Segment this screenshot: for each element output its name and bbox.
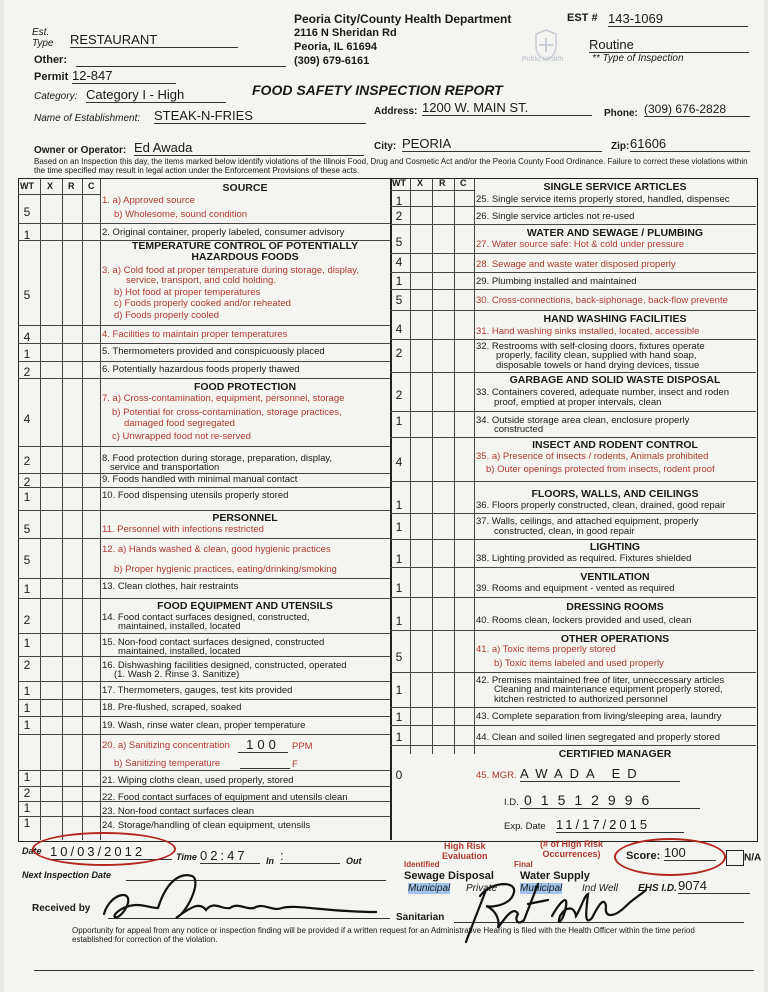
water-ind-well: Ind Well [582,883,618,894]
item-32-cont2: disposable towels or hand drying devices, tissue [496,360,700,371]
weight: 1 [23,770,31,784]
high-risk-occurrences-line2: Occurrences) [542,849,601,859]
weight: 1 [395,710,403,724]
inspection-type-value: Routine [589,37,749,53]
item-19: 19. Wash, rinse water clean, proper temperature [102,720,306,731]
item-30: 30. Cross-connections, back-siphonage, back-flow prevente [476,295,728,306]
item-24: 24. Storage/handling of clean equipment, utensils [102,820,311,831]
na-checkbox[interactable] [726,850,761,866]
est-number-label: EST # [567,12,598,24]
permit-value: 12-847 [72,68,176,84]
sanitizing-temperature-line [240,768,290,769]
item-26: 26. Single service articles not re-used [476,211,635,222]
inspection-type-label: ** Type of Inspection [592,53,684,64]
section-certified-manager: CERTIFIED MANAGER [558,748,672,760]
item-38: 38. Lighting provided as required. Fixtures shielded [476,553,692,564]
report-title: FOOD SAFETY INSPECTION REPORT [252,82,503,98]
item-27: 27. Water source safe: Hot & cold under pressure [476,239,685,250]
weight: 5 [395,293,403,307]
weight: 1 [23,701,31,715]
city-label: City: [374,141,397,152]
water-municipal-highlight: Municipal [520,883,563,894]
item-14-cont: maintained, installed, located [118,621,241,632]
item-42-cont2: kitchen restricted to authorized personnel [494,694,668,705]
item-43: 43. Complete separation from living/sleeping area, laundry [476,711,722,722]
weight: 4 [23,412,31,426]
next-inspection-label: Next Inspection Date [22,870,112,880]
weight: 2 [23,365,31,379]
item-7b: b) Potential for cross-contamination, storage practices, [112,407,342,418]
section-single-service: SINGLE SERVICE ARTICLES [543,181,687,193]
item-35b: b) Outer openings protected from insects, rodent proof [486,464,715,475]
item-42-cont: Cleaning and maintenance equipment properly stored, [494,684,723,695]
weight: 1 [23,347,31,361]
item-20b: b) Sanitizing temperature [114,758,221,769]
na-label: N/A [744,852,762,864]
in-label: In [266,856,274,866]
section-other-operations: OTHER OPERATIONS [560,633,670,645]
weight: 1 [23,801,31,815]
date-circle [32,832,176,866]
section-insect-rodent: INSECT AND RODENT CONTROL [532,439,698,451]
sanitizing-concentration-value: 100 [238,737,288,753]
item-15: 15. Non-food contact surfaces designed, constructed [102,637,325,648]
owner-label: Owner or Operator: [34,145,127,156]
item-10: 10. Food dispensing utensils properly stored [102,490,289,501]
weight: 2 [395,346,403,360]
weight: 5 [23,522,31,536]
item-3d: d) Foods properly cooled [114,310,220,321]
item-3c: c) Foods properly cooked and/or reheated [114,298,291,309]
department-phone: (309) 679-6161 [294,55,370,67]
high-risk-occurrences [540,839,603,859]
item-32-cont: properly, facility clean, supplied with hand soap, [496,350,697,361]
inspection-form [4,0,764,992]
sewage-municipal-highlight: Municipal [408,883,451,894]
est-type-value: RESTAURANT [70,32,238,48]
item-29: 29. Plumbing installed and maintained [476,276,637,287]
establishment-label: Name of Establishment: [34,113,141,124]
weight: 2 [23,454,31,468]
item-45-label: 45. MGR. [476,770,517,781]
weight: 1 [23,582,31,596]
item-20a: 20. a) Sanitizing concentration [102,740,230,751]
high-risk-evaluation [442,841,488,861]
sewage-private: Private [466,883,498,894]
item-16-cont: (1. Wash 2. Rinse 3. Sanitize) [114,669,240,680]
section-water-sewage: WATER AND SEWAGE / PLUMBING [526,227,704,239]
weight: 1 [395,552,403,566]
weight: 1 [23,718,31,732]
owner-value: Ed Awada [134,140,364,156]
item-21: 21. Wiping cloths clean, used properly, stored [102,775,294,786]
weight: 2 [23,658,31,672]
weight: 2 [23,613,31,627]
col-wt-left: WT [20,181,34,191]
ehs-id-value: 9074 [678,878,750,894]
score-value: 100 [664,845,716,861]
identified-label: Identified [404,860,440,869]
exp-date-label: Exp. Date [504,821,546,832]
score-label: Score: [626,850,661,862]
item-7b-cont: damaged food segregated [124,418,235,429]
zip-value: 61606 [630,136,750,152]
est-number-value: 143-1069 [608,11,748,27]
item-44: 44. Clean and soiled linen segregated and properly stored [476,732,720,743]
other-label: Other: [34,54,67,66]
item-17: 17. Thermometers, gauges, test kits provided [102,685,293,696]
item-36: 36. Floors properly constructed, clean, drained, good repair [476,500,726,511]
time-label: Time [176,852,197,862]
weight: 2 [395,388,403,402]
weight: 5 [23,288,31,302]
section-temperature [100,241,390,263]
weight: 1 [23,490,31,504]
item-42: 42. Premises maintained free of liter, unneccessary articles [476,675,725,686]
received-by-label: Received by [32,903,91,914]
item-25: 25. Single service items properly stored, handled, dispensec [476,194,730,205]
section-garbage: GARBAGE AND SOLID WASTE DISPOSAL [509,374,721,386]
bottom-line [34,970,754,971]
section-dressing-rooms: DRESSING ROOMS [566,601,664,613]
section-source: SOURCE [222,182,268,194]
fahrenheit-unit: F [292,759,298,770]
item-8-cont: service and transportation [110,462,220,473]
item-18: 18. Pre-flushed, scraped, soaked [102,702,242,713]
item-13: 13. Clean clothes, hair restraints [102,581,239,592]
permit-label: Permit [34,71,69,83]
weight: 1 [395,274,403,288]
item-3b: b) Hot food at proper temperatures [114,287,261,298]
section-food-equipment: FOOD EQUIPMENT AND UTENSILS [157,600,333,612]
item-3a-cont: service, transport, and cold holding. [126,275,276,286]
time-in-value: 02:47 [200,848,260,864]
item-4: 4. Facilities to maintain proper temperatures [102,329,288,340]
item-37: 37. Walls, ceilings, and attached equipment, properly [476,516,699,527]
weight: 5 [23,205,31,219]
item-15-cont: maintained, installed, located [118,646,241,657]
est-type-label: Est. Type [32,27,54,49]
item-8: 8. Food protection during storage, preparation, display, [102,453,333,464]
item-11: 11. Personnel with infections restricted [102,524,264,535]
establishment-value: STEAK-N-FRIES [154,108,366,124]
weight: 5 [395,650,403,664]
item-32: 32. Restrooms with self-closing doors, fixtures operate [476,341,705,352]
zip-label: Zip: [611,141,630,152]
date-value: 10/03/2012 [50,844,172,860]
section-personnel: PERSONNEL [212,512,278,524]
item-7a: 7. a) Cross-contamination, equipment, personnel, storage [102,393,345,404]
col-wt-right: WT [392,178,406,188]
item-22: 22. Food contact surfaces of equipment and utensils clean [102,792,348,803]
public-health-logo [522,28,566,64]
date-label: Date [22,846,42,856]
item-3a: 3. a) Cold food at proper temperature during storage, display, [102,265,359,276]
weight: 1 [395,683,403,697]
item-14: 14. Food contact surfaces designed, constructed, [102,612,310,623]
item-34-cont: constructed [494,424,544,435]
weight: 2 [395,209,403,223]
exp-date-value: 11/17/2015 [556,817,684,833]
item-28: 28. Sewage and waste water disposed properly [476,259,676,270]
category-label: Category: [34,91,78,102]
appeal-notice: Opportunity for appeal from any notice or inspection finding will be provided if a written request for an Administrative Hearing is filed with the Health Officer within the time period established for correction of the violation. [72,926,695,944]
ppm-unit: PPM [292,741,313,752]
weight: 1 [23,684,31,698]
city-value: PEORIA [402,136,602,152]
weight: 1 [395,520,403,534]
weight: 4 [23,330,31,344]
manager-name-value: AWADA ED [520,766,680,782]
water-supply-label: Water Supply [520,870,590,882]
item-16: 16. Dishwashing facilities designed, constructed, operated [102,660,347,671]
phone-value: (309) 676-2828 [644,102,750,117]
weight: 1 [395,730,403,744]
department-city: Peoria, IL 61694 [294,41,377,53]
high-risk-occurrences-line1: (# of High Risk [540,839,604,849]
high-risk-evaluation-line1: High Risk [444,841,486,851]
weight: 5 [395,235,403,249]
section-hand-washing: HAND WASHING FACILITIES [543,313,687,325]
sewage-municipal [408,883,450,894]
high-risk-evaluation-line2: Evaluation [442,851,488,861]
sanitarian-label: Sanitarian [396,912,445,923]
weight: 1 [23,636,31,650]
item-1a: 1. a) Approved source [102,195,195,206]
section-food-protection: FOOD PROTECTION [193,381,297,393]
item-37-cont: constructed, clean, in good repair [494,526,635,537]
weight: 1 [395,581,403,595]
item-40: 40. Rooms clean, lockers provided and used, clean [476,615,692,626]
weight: 1 [23,816,31,830]
weight: 1 [23,228,31,242]
weight: 4 [395,255,403,269]
section-temperature-line1: TEMPERATURE CONTROL OF POTENTIALLY [131,240,359,252]
category-value: Category I - High [86,87,226,103]
legal-notice: Based on an Inspection this day, the items marked below identify violations of the Illinois Food, Drug and Cosmetic Act and/or the Peoria County Food Ordinance. Failure to correct these violations within the time specified may result in legal action under the Enforcement Provisions of these acts. [34,157,748,175]
na-box[interactable] [726,850,744,866]
id-label: I.D. [504,797,519,808]
item-33: 33. Containers covered, adequate number, insect and roden [476,387,729,398]
department-street: 2116 N Sheridan Rd [294,27,397,39]
public-health-logo-text: Public Health [522,56,564,63]
item-12a: 12. a) Hands washed & clean, good hygienic practices [102,544,331,555]
weight: 5 [23,553,31,567]
weight: 1 [395,194,403,208]
weight: 1 [395,614,403,628]
item-6: 6. Potentially hazardous foods properly thawed [102,364,300,375]
col-c-right: C [460,178,467,188]
ehs-id-label: EHS I.D. [638,883,677,894]
item-41b: b) Toxic items labeled and used properly [494,658,664,669]
address-value: 1200 W. MAIN ST. [422,100,592,116]
out-label: Out [346,856,362,866]
col-r-left: R [68,181,75,191]
section-ventilation: VENTILATION [580,571,650,583]
section-floors: FLOORS, WALLS, AND CEILINGS [531,488,699,500]
final-label: Final [514,860,533,869]
other-line [76,66,286,67]
department-name: Peoria City/County Health Department [294,12,512,26]
weight: 2 [23,786,31,800]
item-33-cont: proof, emptied at proper intervals, clean [494,397,662,408]
item-12b: b) Proper hygienic practices, eating/drinking/smoking [114,564,337,575]
col-r-right: R [439,178,446,188]
section-lighting: LIGHTING [589,541,641,553]
item-2: 2. Original container, properly labeled, consumer advisory [102,227,345,238]
item-31: 31. Hand washing sinks installed, located, accessible [476,326,700,337]
weight: 2 [23,475,31,489]
phone-label: Phone: [604,108,638,119]
item-7c: c) Unwrapped food not re-served [112,431,251,442]
weight: 0 [395,768,403,782]
item-35a: 35. a) Presence of insects / rodents, Animals prohibited [476,451,709,462]
manager-id-value: 01512996 [524,792,659,808]
item-9: 9. Foods handled with minimal manual contact [102,474,298,485]
item-39: 39. Rooms and equipment - vented as required [476,583,675,594]
item-1b: b) Wholesome, sound condition [114,209,248,220]
weight: 4 [395,322,403,336]
sewage-disposal-label: Sewage Disposal [404,870,494,882]
col-x-right: X [417,178,424,188]
weight: 1 [395,498,403,512]
item-41a: 41. a) Toxic items properly stored [476,644,616,655]
col-x-left: X [47,181,54,191]
weight: 1 [395,414,403,428]
item-5: 5. Thermometers provided and conspicuously placed [102,346,325,357]
address-label: Address: [374,106,418,117]
col-c-left: C [88,181,95,191]
time-out-value: : [280,848,340,864]
section-temperature-line2: HAZARDOUS FOODS [191,251,299,263]
item-34: 34. Outside storage area clean, enclosure properly [476,415,690,426]
item-23: 23. Non-food contact surfaces clean [102,806,255,817]
weight: 4 [395,455,403,469]
